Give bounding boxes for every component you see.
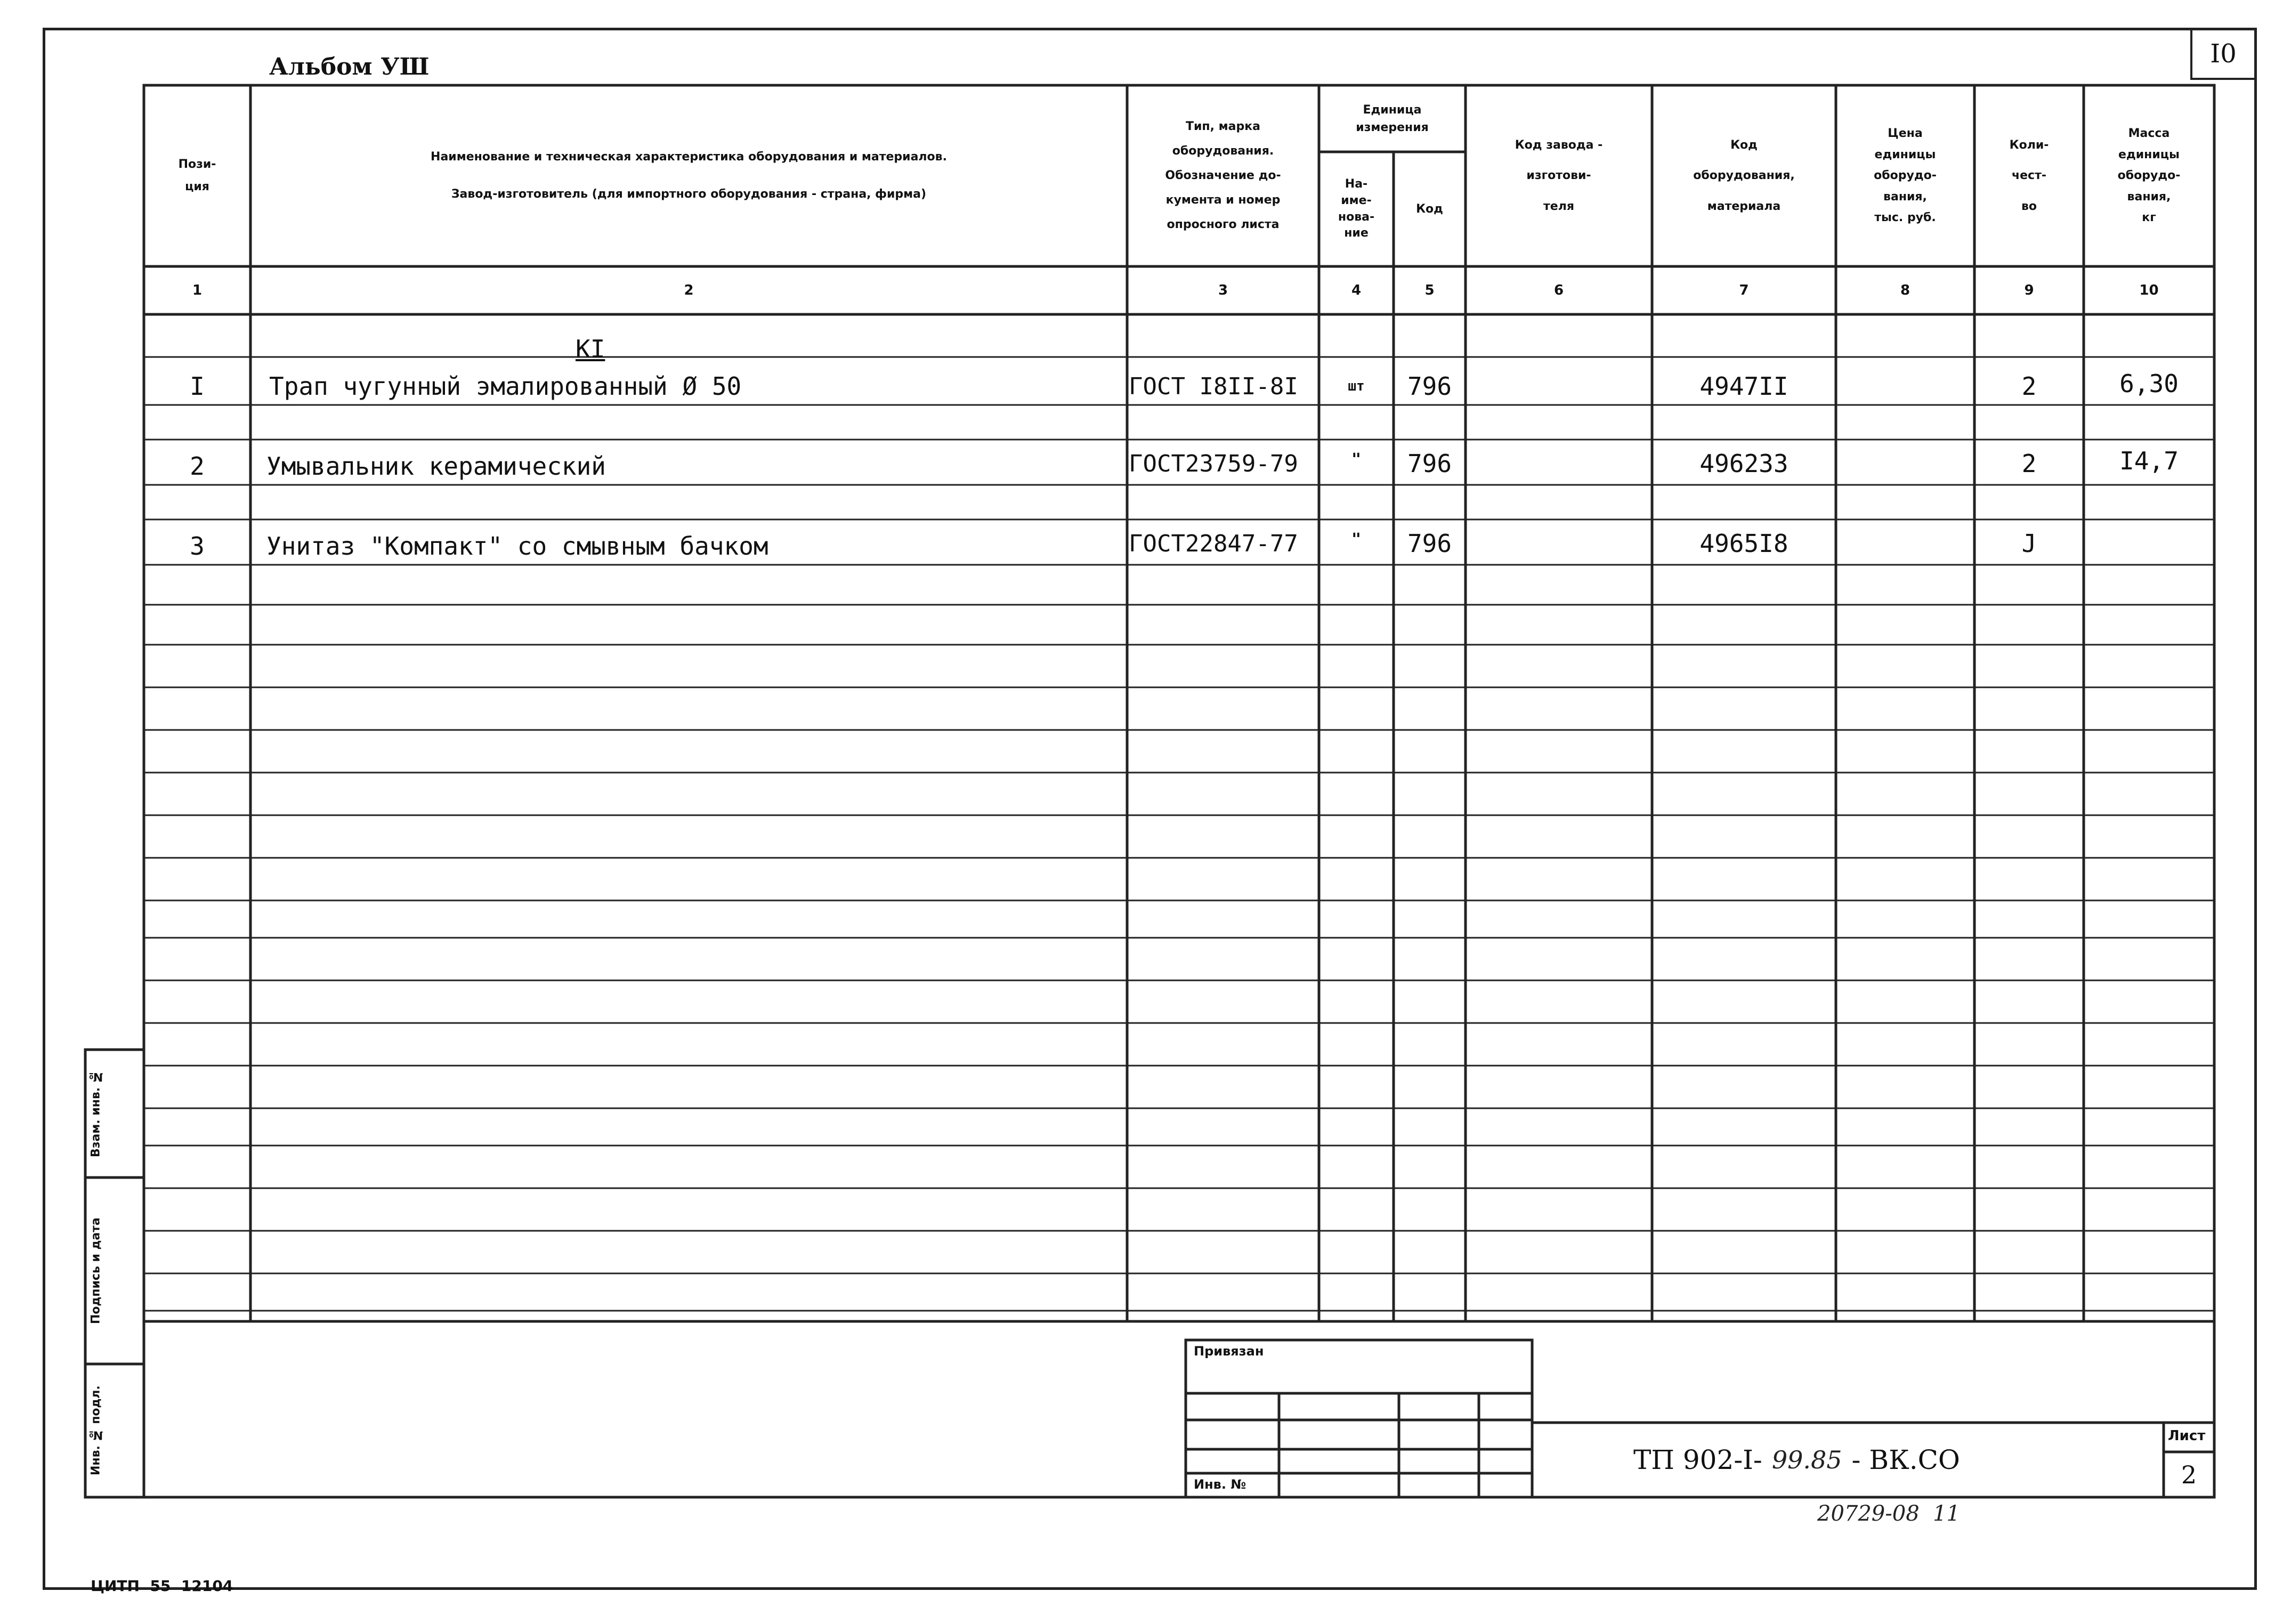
row3-type: ГОСТ22847-77	[1129, 530, 1298, 557]
row3-name: Унитаз "Компакт" со смывным бачком	[266, 532, 768, 561]
header-qty: Коли- чест- во	[2009, 139, 2049, 213]
header-unit-group: Единица измерения	[1356, 103, 1429, 134]
colnum-5: 5	[1424, 282, 1435, 298]
list-label: Лист	[2168, 1428, 2206, 1444]
row2-unit: "	[1351, 450, 1362, 469]
row2-position: 2	[190, 452, 205, 481]
colnum-2: 2	[684, 282, 694, 298]
colnum-7: 7	[1739, 282, 1749, 298]
header-type: Тип, марка оборудования. Обозначение до- кумента и номер опросного листа	[1165, 119, 1281, 232]
row1-maker-code	[1466, 365, 1652, 408]
colnum-4: 4	[1351, 282, 1362, 298]
printer-mark: ЦИТП 55 12104	[91, 1577, 233, 1595]
row3-maker-code	[1466, 522, 1652, 565]
row3-qty: J	[2021, 529, 2037, 558]
document-code-handwritten: 99.85	[1771, 1446, 1842, 1474]
document-code	[1633, 1439, 1960, 1481]
header-name: Наименование и техническая характеристика оборудования и материалов. Завод-изготовитель (для импортного оборудования - страна, фирма)	[431, 150, 947, 201]
row1-unit-code: 796	[1407, 372, 1452, 401]
colnum-8: 8	[1900, 282, 1910, 298]
colnum-9: 9	[2024, 282, 2034, 298]
row2-equip-code: 496233	[1699, 449, 1788, 478]
colnum-6: 6	[1553, 282, 1564, 298]
colnum-10: 10	[2139, 282, 2159, 298]
row3-mass	[2084, 522, 2214, 565]
row3-position: 3	[190, 532, 205, 561]
row1-qty: 2	[2021, 372, 2037, 401]
header-equip-code: Код оборудования, материала	[1693, 139, 1795, 213]
row3-price	[1836, 522, 1974, 565]
header-maker-code: Код завода - изготови- теля	[1515, 139, 1603, 213]
row1-position: I	[190, 372, 205, 401]
row1-unit: шт	[1348, 378, 1365, 394]
side-podpis-data: Подпись и дата	[89, 1217, 103, 1324]
row2-name: Умывальник керамический	[266, 452, 606, 481]
document-code-prefix: ТП 902-I-	[1633, 1444, 1762, 1475]
header-price: Цена единицы оборудо- вания, тыс. руб.	[1874, 127, 1937, 225]
colnum-1: 1	[192, 282, 203, 298]
header-unit-name: На- име- нова- ние	[1338, 177, 1375, 240]
row1-price	[1836, 365, 1974, 408]
album-title: Альбом УШ	[269, 53, 430, 80]
row3-unit: "	[1351, 530, 1362, 549]
inv-no-label: Инв. №	[1194, 1477, 1246, 1492]
row2-maker-code	[1466, 442, 1652, 485]
row1-equip-code: 4947II	[1699, 372, 1788, 401]
section-label: КI	[576, 335, 605, 363]
privyazan-label: Привязан	[1194, 1344, 1264, 1359]
row2-price	[1836, 442, 1974, 485]
row2-mass: I4,7	[2119, 446, 2179, 475]
row2-qty: 2	[2021, 449, 2037, 478]
side-inv-podl: Инв. № подл.	[89, 1385, 103, 1476]
row1-type: ГОСТ I8II-8I	[1129, 372, 1298, 400]
header-unit-code: Код	[1416, 202, 1443, 216]
row1-mass: 6,30	[2119, 369, 2179, 398]
header-mass: Масса единицы оборудо- вания, кг	[2117, 127, 2181, 225]
row3-unit-code: 796	[1407, 529, 1452, 558]
side-vzam-inv: Взам. инв. №	[89, 1070, 103, 1157]
colnum-3: 3	[1218, 282, 1228, 298]
header-position: Пози- ция	[178, 158, 216, 193]
handwritten-note: 20729-08 11	[1817, 1501, 1960, 1526]
list-number: 2	[2181, 1460, 2197, 1489]
row3-equip-code: 4965I8	[1699, 529, 1788, 558]
row2-type: ГОСТ23759-79	[1129, 450, 1298, 477]
corner-sheet-number: I0	[2210, 38, 2237, 69]
row1-name: Трап чугунный эмалированный Ø 50	[269, 372, 742, 401]
row2-unit-code: 796	[1407, 449, 1452, 478]
document-code-suffix: - ВК.СО	[1851, 1444, 1960, 1475]
